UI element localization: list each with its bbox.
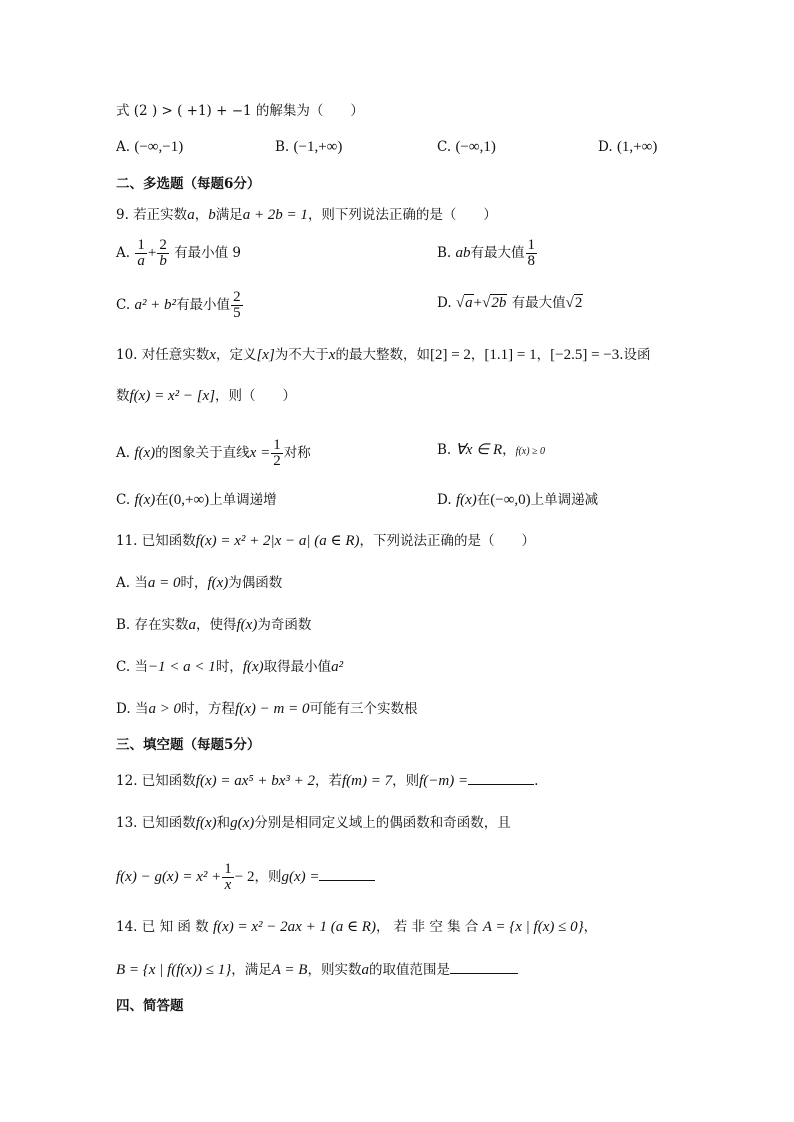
q10-option-a: A. f(x)的图象关于直线x = $\frac{1}{2}$ 对称 [116,437,311,469]
q10-option-c: C. f(x)在(0,+∞)上单调递增 [116,492,277,508]
q11-stem: 11. 已知函数f(x) = x² + 2|x − a| (a ∈ R)，下列说法正确的是（ ） [116,533,536,549]
q10-stem-line1: 10. 对任意实数x，定义[x]为不大于x的最大整数，如[2] = 2，[1.1] = 1，[−2.5] = −3.设函 [116,347,651,363]
q13-stem-line2: f(x) − g(x) = x² + $\frac{1}{x}$ − 2，则g(x) = [116,862,375,893]
q11-option-d: D. 当a > 0时，方程f(x) − m = 0可能有三个实数根 [116,701,418,717]
q8-stem [116,101,364,121]
q11-option-b: B. 存在实数a，使得f(x)为奇函数 [116,617,312,633]
q10-stem-line2: 数f(x) = x² − [x]，则（ ） [116,388,297,404]
q9-option-c: C. a² + b²有最小值 $\frac{2}{5}$ [116,289,241,321]
q8-stem-text: 式 (2 ) > ( +1) + −1 的解集为（ ） [116,103,364,119]
section-2-title: 二、多选题（每题6分） [116,176,261,192]
q11-option-c: C. 当−1 < a < 1时，f(x)取得最小值a² [116,659,344,675]
q11-option-a: A. 当a = 0时，f(x)为偶函数 [116,575,283,591]
section-4-title: 四、简答题 [116,998,184,1014]
q9-option-b: B. ab有最大值 $\frac{1}{8}$ [437,237,536,269]
q8-option-a: A. (−∞,−1) [116,139,184,155]
q12-stem: 12. 已知函数f(x) = ax⁵ + bx³ + 2，若f(m) = 7，则f(−m) = . [116,770,538,791]
q8-option-c: C. (−∞,1) [437,139,496,155]
q9-option-d: D. √a+√2b 有最大值√2 [437,295,583,311]
q8-option-b: B. (−1,+∞) [275,139,343,155]
q10-option-d: D. f(x)在(−∞,0)上单调递减 [437,492,599,508]
q14-stem-line2: B = {x | f(f(x)) ≤ 1}，满足A = B，则实数a的取值范围是 [116,959,518,980]
q13-answer-blank[interactable] [319,866,375,881]
q10-option-b: B. ∀x ∈ R，f(x) ≥ 0 [437,442,546,458]
q9-option-a: A. $\frac{1}{a}$ + $\frac{2}{b}$ 有最小值 9 [116,237,241,269]
q14-answer-blank[interactable] [450,959,518,974]
q8-option-d: D. (1,+∞) [598,139,658,155]
q13-stem-line1: 13. 已知函数f(x)和g(x)分别是相同定义域上的偶函数和奇函数，且 [116,815,511,831]
section-3-title: 三、填空题（每题5分） [116,737,261,753]
q14-stem-line1: 14. 已 知 函 数 f(x) = x² − 2ax + 1 (a ∈ R)， 若 非 空 集 合 A = {x | f(x) ≤ 0}， [116,919,598,935]
q9-stem: 9. 若正实数a，b满足a + 2b = 1，则下列说法正确的是（ ） [116,207,497,223]
q12-answer-blank[interactable] [468,770,534,785]
